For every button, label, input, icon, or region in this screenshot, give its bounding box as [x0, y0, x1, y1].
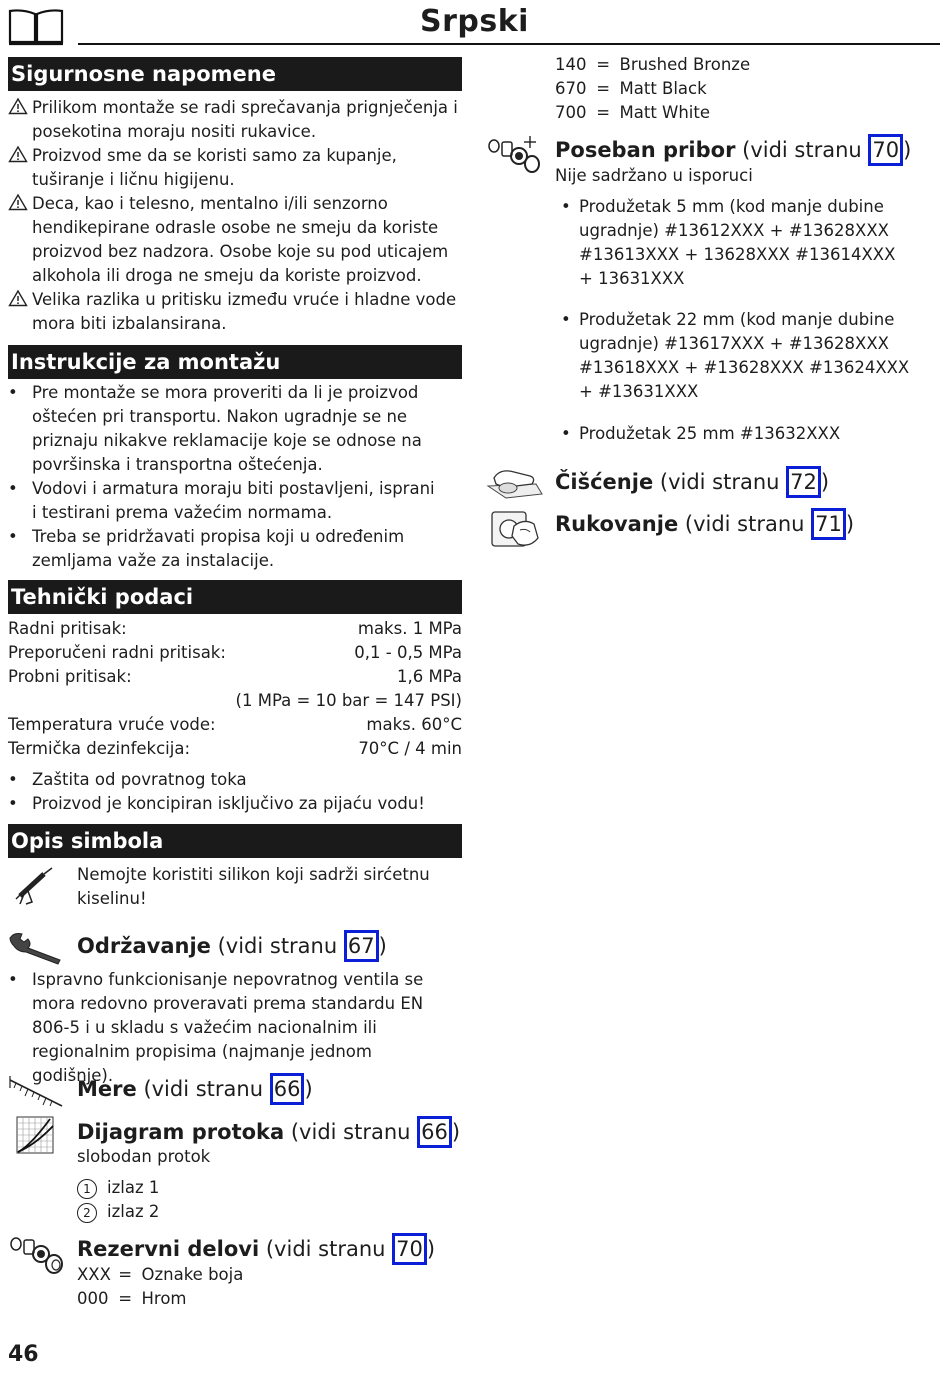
- tech-row: [8, 689, 462, 713]
- outlet-label: izlaz 2: [107, 1202, 160, 1221]
- flow-subtitle: slobodan protok: [77, 1147, 211, 1166]
- accessories-title: Poseban pribor: [555, 138, 736, 162]
- safety-item: [8, 288, 468, 336]
- outlet-number: 2: [77, 1203, 97, 1223]
- outlet-number: 1: [77, 1179, 97, 1199]
- safety-text: Velika razlika u pritisku između vruće i hladne vode mora biti izbalansirana.: [32, 290, 457, 333]
- cleaning-title: Čišćenje: [555, 470, 654, 494]
- accessory-text: Produžetak 5 mm (kod manje dubine ugradnje) #13612XXX + #13628XXX #13613XXX + 13628XXX #13614XXX + 13631XXX: [579, 197, 896, 288]
- accessory-text: Produžetak 25 mm #13632XXX: [579, 424, 841, 443]
- outlet-label: izlaz 1: [107, 1178, 160, 1197]
- tech-row: [8, 641, 462, 665]
- color-name: Brushed Bronze: [619, 55, 751, 74]
- color-code-row: [555, 101, 710, 125]
- color-name: Matt Black: [619, 79, 707, 98]
- bullet: •: [8, 479, 18, 498]
- warning-icon: [8, 96, 28, 116]
- page-number: 46: [8, 1342, 39, 1367]
- outlet-item: [77, 1176, 159, 1200]
- equals-sign: =: [596, 55, 611, 74]
- equals-sign: =: [118, 1289, 133, 1308]
- color-code-row: [555, 77, 707, 101]
- cleaning-heading: [555, 466, 829, 498]
- color-name: Hrom: [141, 1289, 187, 1308]
- tech-label: Preporučeni radni pritisak:: [8, 643, 226, 662]
- tech-value: 0,1 - 0,5 MPa: [354, 643, 462, 662]
- page-link-72[interactable]: 72: [786, 466, 821, 498]
- equals-sign: =: [596, 79, 611, 98]
- bullet: •: [561, 197, 571, 216]
- spare-parts-icon: [8, 1234, 66, 1274]
- flow-diagram-icon: [16, 1116, 54, 1154]
- close-paren: ): [820, 470, 830, 494]
- see-page-text: (vidi stranu: [742, 138, 869, 162]
- see-page-text: (vidi stranu: [143, 1077, 270, 1101]
- tech-row: [8, 617, 462, 641]
- page-link-71[interactable]: 71: [811, 508, 846, 540]
- accessories-subtitle: Nije sadržano u isporuci: [555, 166, 753, 185]
- color-name: Matt White: [619, 103, 711, 122]
- close-paren: ): [845, 512, 855, 536]
- bullet: •: [8, 527, 18, 546]
- outlet-item: [77, 1200, 159, 1224]
- tech-value: 70°C / 4 min: [358, 739, 462, 758]
- installation-text: Vodovi i armatura moraju biti postavljeni, isprani i testirani prema važećim normama.: [32, 479, 435, 522]
- ruler-icon: [8, 1074, 64, 1110]
- operation-hand-icon: [490, 508, 540, 550]
- safety-item: [8, 144, 468, 192]
- installation-section-header: Instrukcije za montažu: [8, 345, 462, 379]
- see-page-text: (vidi stranu: [217, 934, 344, 958]
- color-code-row: [77, 1287, 187, 1311]
- bullet: •: [8, 794, 18, 813]
- bullet: •: [8, 383, 18, 402]
- silicone-note: Nemojte koristiti silikon koji sadrži sirćetnu kiselinu!: [77, 865, 430, 908]
- safety-text: Prilikom montaže se radi sprečavanja prignječenja i posekotina moraju nositi rukavice.: [32, 98, 458, 141]
- close-paren: ): [451, 1120, 461, 1144]
- safety-section-header: Sigurnosne napomene: [8, 57, 462, 91]
- safety-text: Deca, kao i telesno, mentalno i/ili senzorno hendikepirane odrasle osobe ne smeju da koriste proizvod bez nadzora. Osobe koje su pod uticajem alkohola ili droga ne smeju da koriste proizvod.: [32, 194, 449, 285]
- technical-section-header: Tehnički podaci: [8, 580, 462, 614]
- technical-bullet: Proizvod je koncipiran isključivo za pijaću vodu!: [32, 794, 425, 813]
- spare-parts-heading: [77, 1233, 435, 1265]
- bullet: •: [561, 310, 571, 329]
- operation-title: Rukovanje: [555, 512, 679, 536]
- equals-sign: =: [118, 1265, 133, 1284]
- tech-label: Radni pritisak:: [8, 619, 127, 638]
- tech-row: [8, 713, 462, 737]
- see-page-text: (vidi stranu: [659, 470, 787, 494]
- warning-icon: [8, 144, 28, 164]
- color-code: 140: [555, 55, 587, 74]
- safety-item: [8, 96, 468, 144]
- accessories-heading: [555, 134, 911, 166]
- flow-heading: [77, 1116, 460, 1148]
- close-paren: ): [903, 138, 912, 162]
- safety-item: [8, 192, 468, 288]
- maintenance-heading: [77, 930, 387, 962]
- installation-text: Pre montaže se mora proveriti da li je proizvod oštećen pri transportu. Nakon ugradnje se ne priznaju nikakve reklamacije koje se odnose na površinska i transportna oštećenja.: [32, 383, 422, 474]
- page-link-66[interactable]: 66: [417, 1116, 452, 1148]
- warning-icon: [8, 288, 28, 308]
- close-paren: ): [304, 1077, 313, 1101]
- equals-sign: =: [596, 103, 611, 122]
- warning-icon: [8, 192, 28, 212]
- tech-value: 1,6 MPa: [396, 667, 462, 686]
- page-link-70[interactable]: 70: [868, 134, 903, 166]
- symbols-section-header: Opis simbola: [8, 824, 462, 858]
- bullet: •: [561, 424, 571, 443]
- see-page-text: (vidi stranu: [684, 512, 812, 536]
- wrench-icon: [8, 930, 64, 966]
- installation-text: Treba se pridržavati propisa koji u određenim zemljama važe za instalacije.: [32, 527, 405, 570]
- tech-label: Termička dezinfekcija:: [8, 739, 191, 758]
- color-code: 000: [77, 1289, 109, 1308]
- accessories-icon: [486, 134, 546, 174]
- accessory-text: Produžetak 22 mm (kod manje dubine ugradnje) #13617XXX + #13628XXX #13618XXX + #13628XXX #13624XXX + #13631XXX: [579, 310, 910, 401]
- color-code-row: [77, 1263, 243, 1287]
- tech-row: [8, 737, 462, 761]
- page-link-66[interactable]: 66: [270, 1073, 305, 1105]
- page-title: Srpski: [420, 4, 529, 39]
- color-code: XXX: [77, 1265, 111, 1284]
- color-name: Oznake boja: [141, 1265, 244, 1284]
- tech-row: [8, 665, 462, 689]
- book-icon: [8, 8, 64, 46]
- page-link-70[interactable]: 70: [392, 1233, 427, 1265]
- operation-heading: [555, 508, 854, 540]
- dimensions-heading: [77, 1073, 313, 1105]
- technical-bullet: Zaštita od povratnog toka: [32, 770, 247, 789]
- bullet: •: [8, 970, 18, 989]
- spare-parts-title: Rezervni delovi: [77, 1237, 260, 1261]
- maintenance-text: Ispravno funkcionisanje nepovratnog ventila se mora redovno proveravati prema standardu EN 806-5 i u skladu s važećim nacionalnim ili regionalnim propisima (najmanje jednom godišnje).: [32, 970, 424, 1085]
- see-page-text: (vidi stranu: [265, 1237, 393, 1261]
- flow-title: Dijagram protoka: [77, 1120, 285, 1144]
- tech-value: maks. 1 MPa: [357, 619, 462, 638]
- close-paren: ): [426, 1237, 436, 1261]
- silicone-gun-icon: [12, 866, 56, 906]
- color-code: 670: [555, 79, 587, 98]
- tech-value: (1 MPa = 10 bar = 147 PSI): [235, 691, 462, 710]
- maintenance-title: Održavanje: [77, 934, 211, 958]
- close-paren: ): [378, 934, 387, 958]
- tech-label: Temperatura vruće vode:: [8, 715, 216, 734]
- tech-label: Probni pritisak:: [8, 667, 132, 686]
- safety-text: Proizvod sme da se koristi samo za kupanje, tuširanje i ličnu higijenu.: [32, 146, 397, 189]
- tech-value: maks. 60°C: [366, 715, 462, 734]
- dimensions-title: Mere: [77, 1077, 137, 1101]
- color-code: 700: [555, 103, 587, 122]
- see-page-text: (vidi stranu: [290, 1120, 418, 1144]
- cleaning-hand-icon: [486, 464, 544, 504]
- color-code-row: [555, 53, 750, 77]
- page-link-67[interactable]: 67: [344, 930, 379, 962]
- title-divider: [78, 43, 940, 45]
- bullet: •: [8, 770, 18, 789]
